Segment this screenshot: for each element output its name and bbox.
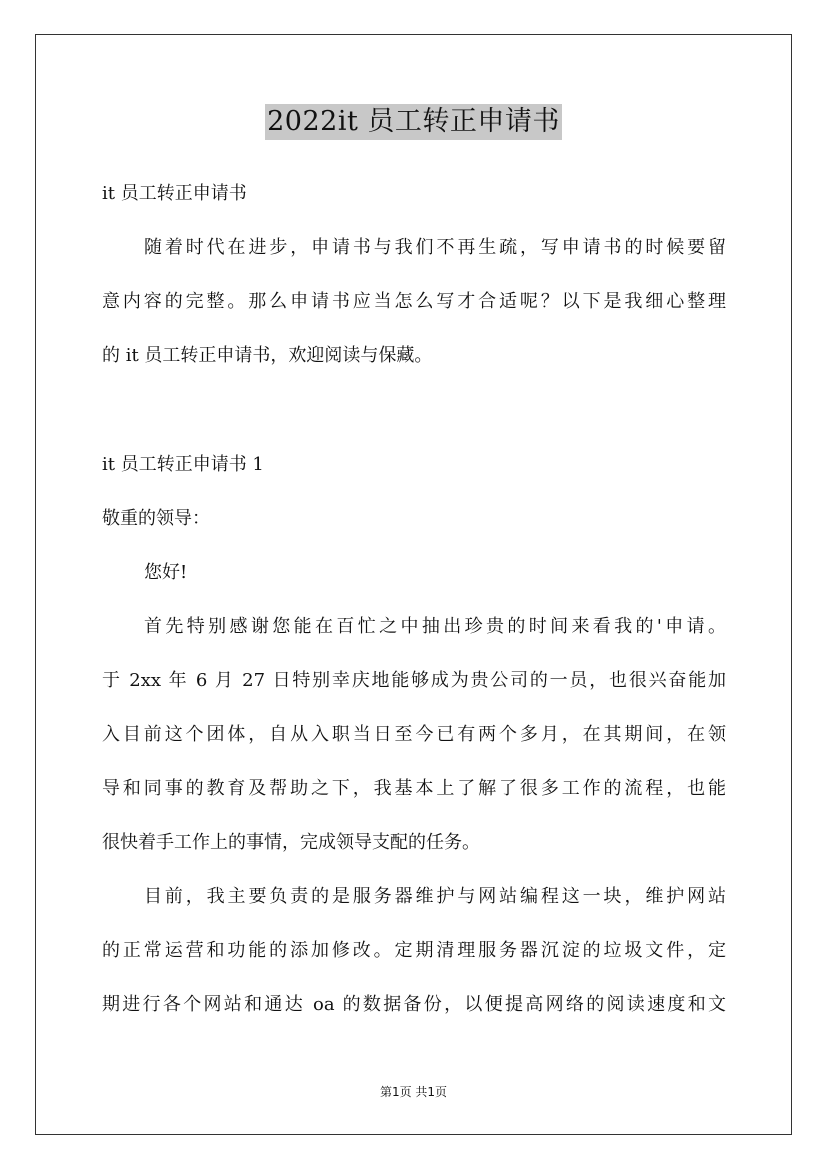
- body-line: 随着时代在进步，申请书与我们不再生疏，写申请书的时候要留: [144, 237, 726, 258]
- page-footer: 第1页 共1页: [379, 1085, 448, 1099]
- body-line: 意内容的完整。那么申请书应当怎么写才合适呢？以下是我细心整理: [102, 291, 726, 312]
- body-line: 的 it 员工转正申请书，欢迎阅读与保藏。: [102, 345, 433, 366]
- body-line: 目前，我主要负责的是服务器维护与网站编程这一块，维护网站: [144, 886, 726, 907]
- subtitle-line: it 员工转正申请书: [102, 183, 247, 204]
- section-heading: it 员工转正申请书 1: [102, 454, 264, 475]
- body-line: 首先特别感谢您能在百忙之中抽出珍贵的时间来看我的'申请。: [144, 616, 726, 637]
- document-title: 2022it 员工转正申请书: [265, 104, 562, 140]
- body-line: 很快着手工作上的事情，完成领导支配的任务。: [102, 832, 480, 853]
- body-line: 的正常运营和功能的添加修改。定期清理服务器沉淀的垃圾文件，定: [102, 940, 726, 961]
- greeting: 您好!: [144, 562, 188, 583]
- salutation: 敬重的领导：: [102, 508, 210, 529]
- body-line: 于 2xx 年 6 月 27 日特别幸庆地能够成为贵公司的一员，也很兴奋能加: [102, 670, 726, 691]
- body-line: 入目前这个团体，自从入职当日至今已有两个多月，在其期间，在领: [102, 724, 726, 745]
- body-line: 导和同事的教育及帮助之下，我基本上了解了很多工作的流程，也能: [102, 778, 726, 799]
- title-block: [0, 104, 827, 140]
- body-line: 期进行各个网站和通达 oa 的数据备份，以便提高网络的阅读速度和文: [102, 994, 726, 1015]
